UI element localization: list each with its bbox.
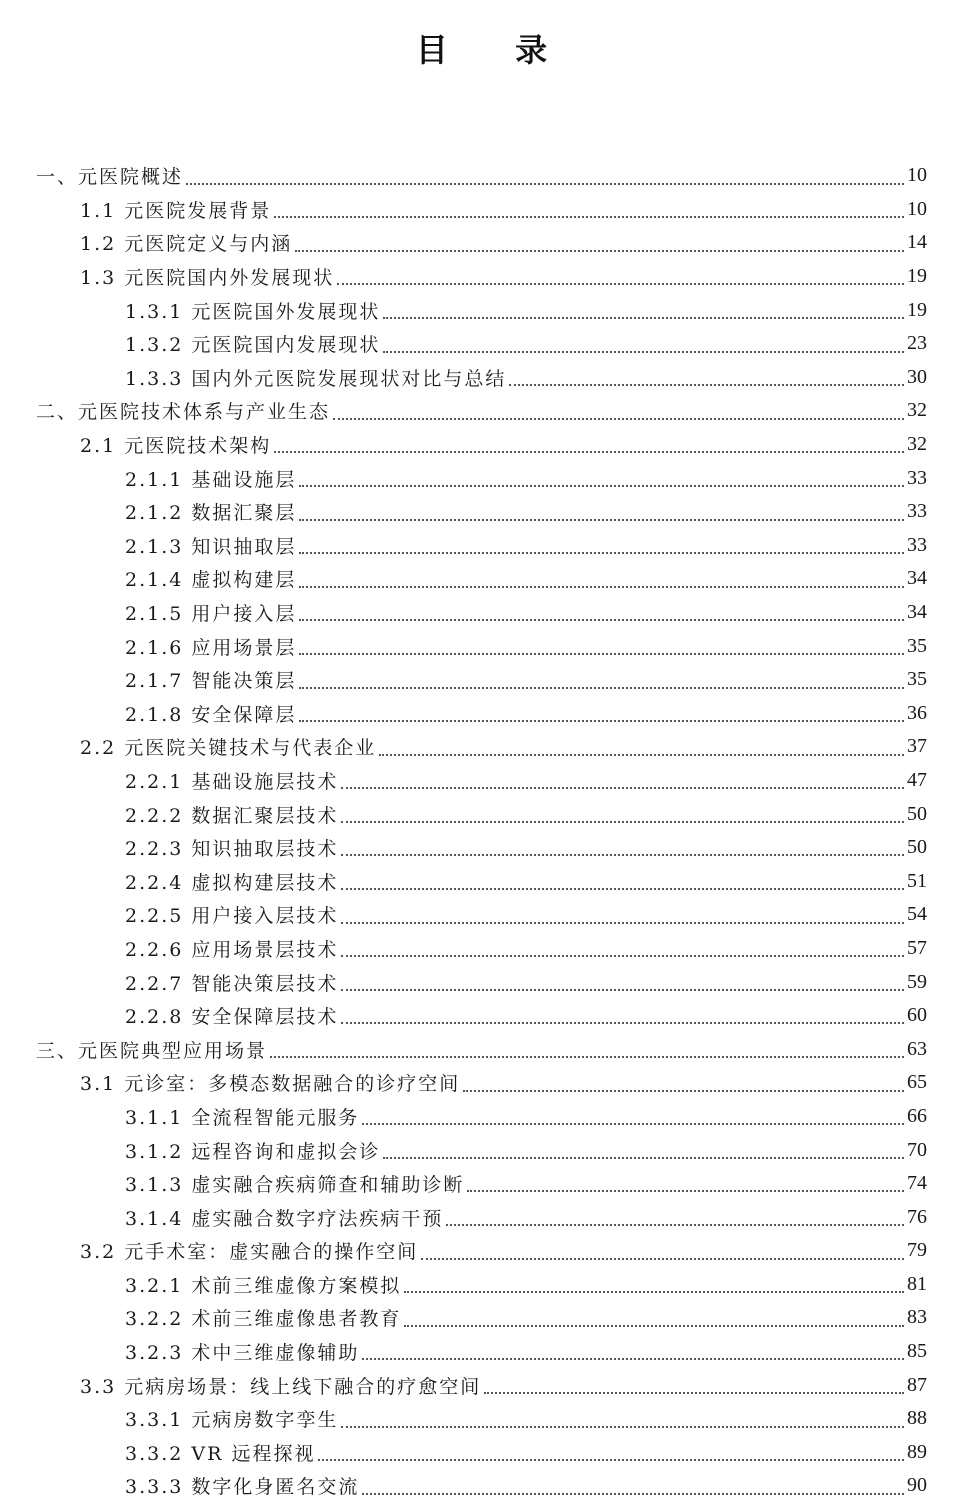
toc-entry-label: 三、元医院典型应用场景 — [36, 1039, 268, 1062]
toc-entry-label: 1.3 元医院国内外发展现状 — [80, 267, 335, 290]
toc-entry-label: 3.1.4 虚实融合数字疗法疾病干预 — [125, 1207, 444, 1230]
toc-dot-leader — [299, 585, 904, 588]
toc-entry-label: 2.1.5 用户接入层 — [125, 603, 297, 626]
toc-entry-label: 2.2.6 应用场景层技术 — [125, 938, 339, 961]
toc-entry-page-number: 23 — [907, 332, 927, 355]
toc-entry[interactable] — [0, 1402, 963, 1436]
toc-dot-leader — [295, 249, 904, 252]
toc-entry-page-number: 32 — [907, 433, 927, 456]
toc-entry[interactable] — [0, 999, 963, 1033]
toc-entry-label: 3.3.1 元病房数字孪生 — [125, 1409, 339, 1432]
toc-entry[interactable] — [0, 495, 963, 529]
toc-entry-label: 1.3.1 元医院国外发展现状 — [125, 300, 381, 323]
toc-entry-page-number: 50 — [907, 836, 927, 859]
toc-entry-page-number: 60 — [907, 1004, 927, 1027]
toc-entry-page-number: 33 — [907, 500, 927, 523]
toc-dot-leader — [270, 1055, 904, 1058]
toc-dot-leader — [463, 1089, 904, 1092]
toc-entry[interactable] — [0, 361, 963, 395]
toc-entry-label: 3.3.2 VR 远程探视 — [125, 1442, 316, 1465]
toc-entry-page-number: 57 — [907, 936, 927, 959]
toc-entry-label: 2.2.2 数据汇聚层技术 — [125, 804, 339, 827]
toc-entry-page-number: 76 — [907, 1205, 927, 1228]
toc-entry-label: 一、元医院概述 — [36, 166, 184, 189]
toc-entry[interactable] — [0, 260, 963, 294]
toc-entry[interactable] — [0, 1469, 963, 1503]
toc-dot-leader — [484, 1391, 904, 1394]
toc-entry-label: 3.2.1 术前三维虚像方案模拟 — [125, 1274, 402, 1297]
toc-entry-page-number: 19 — [907, 265, 927, 288]
toc-entry[interactable] — [0, 932, 963, 966]
toc-dot-leader — [383, 316, 904, 319]
toc-entry-label: 二、元医院技术体系与产业生态 — [36, 401, 331, 424]
toc-entry-label: 1.1 元医院发展背景 — [80, 199, 272, 222]
toc-dot-leader — [341, 887, 904, 890]
toc-entry[interactable] — [0, 428, 963, 462]
toc-entry[interactable] — [0, 663, 963, 697]
toc-entry-page-number: 88 — [907, 1407, 927, 1430]
toc-entry[interactable] — [0, 1066, 963, 1100]
toc-dot-leader — [379, 753, 904, 756]
toc-entry-label: 2.2.1 基础设施层技术 — [125, 770, 339, 793]
toc-entry[interactable] — [0, 764, 963, 798]
toc-entry[interactable] — [0, 697, 963, 731]
toc-dot-leader — [341, 786, 904, 789]
toc-entry-label: 2.1.1 基础设施层 — [125, 468, 297, 491]
toc-entry-page-number: 34 — [907, 601, 927, 624]
toc-entry[interactable] — [0, 1234, 963, 1268]
toc-dot-leader — [341, 921, 904, 924]
toc-dot-leader — [341, 1021, 904, 1024]
toc-entry-label: 3.1 元诊室：多模态数据融合的诊疗空间 — [80, 1073, 461, 1096]
toc-entry-page-number: 34 — [907, 567, 927, 590]
toc-entry[interactable] — [0, 159, 963, 193]
toc-entry-label: 2.1.2 数据汇聚层 — [125, 502, 297, 525]
toc-entry-label: 3.2 元手术室：虚实融合的操作空间 — [80, 1241, 419, 1264]
toc-entry-page-number: 35 — [907, 668, 927, 691]
toc-entry-page-number: 70 — [907, 1138, 927, 1161]
toc-entry-label: 2.2.7 智能决策层技术 — [125, 972, 339, 995]
toc-entry-page-number: 85 — [907, 1340, 927, 1363]
toc-dot-leader — [467, 1189, 904, 1192]
toc-entry[interactable] — [0, 629, 963, 663]
toc-entry-label: 3.3.3 数字化身匿名交流 — [125, 1476, 360, 1499]
toc-entry-page-number: 87 — [907, 1373, 927, 1396]
toc-entry[interactable] — [0, 1301, 963, 1335]
toc-dot-leader — [299, 518, 904, 521]
toc-entry-label: 2.2.5 用户接入层技术 — [125, 905, 339, 928]
toc-entry-page-number: 47 — [907, 768, 927, 791]
toc-dot-leader — [362, 1122, 904, 1125]
toc-dot-leader — [274, 215, 904, 218]
toc-dot-leader — [446, 1223, 904, 1226]
toc-entry[interactable] — [0, 226, 963, 260]
toc-entry-page-number: 65 — [907, 1071, 927, 1094]
toc-entry[interactable] — [0, 596, 963, 630]
toc-dot-leader — [362, 1492, 904, 1495]
toc-dot-leader — [299, 484, 904, 487]
toc-dot-leader — [341, 820, 904, 823]
toc-entry-page-number: 59 — [907, 970, 927, 993]
toc-entry-label: 2.1.6 应用场景层 — [125, 636, 297, 659]
toc-entry-label: 1.3.3 国内外元医院发展现状对比与总结 — [125, 367, 507, 390]
toc-dot-leader — [404, 1290, 904, 1293]
toc-dot-leader — [341, 954, 904, 957]
toc-entry-page-number: 83 — [907, 1306, 927, 1329]
toc-dot-leader — [333, 417, 904, 420]
toc-dot-leader — [299, 618, 904, 621]
toc-entry-label: 2.2.8 安全保障层技术 — [125, 1006, 339, 1029]
toc-entry-page-number: 35 — [907, 634, 927, 657]
toc-entry[interactable] — [0, 461, 963, 495]
toc-entry[interactable] — [0, 1167, 963, 1201]
toc-entry-label: 3.2.2 术前三维虚像患者教育 — [125, 1308, 402, 1331]
toc-entry-page-number: 90 — [907, 1474, 927, 1497]
toc-dot-leader — [362, 1357, 904, 1360]
toc-entry-label: 2.1.4 虚拟构建层 — [125, 569, 297, 592]
toc-entry-label: 3.1.1 全流程智能元服务 — [125, 1106, 360, 1129]
toc-entry-page-number: 79 — [907, 1239, 927, 1262]
toc-entry-page-number: 32 — [907, 399, 927, 422]
table-of-contents — [0, 159, 963, 1503]
toc-dot-leader — [274, 450, 904, 453]
toc-entry[interactable] — [0, 1200, 963, 1234]
toc-entry-label: 2.1.3 知识抽取层 — [125, 535, 297, 558]
toc-dot-leader — [299, 551, 904, 554]
toc-entry-page-number: 66 — [907, 1104, 927, 1127]
toc-entry[interactable] — [0, 394, 963, 428]
toc-entry[interactable] — [0, 1032, 963, 1066]
toc-entry[interactable] — [0, 730, 963, 764]
toc-dot-leader — [318, 1458, 904, 1461]
toc-entry[interactable] — [0, 898, 963, 932]
toc-entry[interactable] — [0, 529, 963, 563]
toc-entry[interactable] — [0, 797, 963, 831]
toc-entry[interactable] — [0, 965, 963, 999]
toc-dot-leader — [383, 1156, 904, 1159]
toc-dot-leader — [509, 383, 904, 386]
toc-dot-leader — [404, 1324, 904, 1327]
toc-entry-page-number: 33 — [907, 466, 927, 489]
toc-entry[interactable] — [0, 327, 963, 361]
toc-entry[interactable] — [0, 1436, 963, 1470]
toc-entry-page-number: 19 — [907, 298, 927, 321]
toc-entry[interactable] — [0, 1133, 963, 1167]
toc-entry-label: 3.1.2 远程咨询和虚拟会诊 — [125, 1140, 381, 1163]
toc-entry-page-number: 63 — [907, 1037, 927, 1060]
toc-entry-page-number: 81 — [907, 1272, 927, 1295]
toc-entry-label: 2.1.8 安全保障层 — [125, 703, 297, 726]
toc-dot-leader — [421, 1257, 904, 1260]
toc-entry-page-number: 10 — [907, 164, 927, 187]
toc-entry-label: 2.2.3 知识抽取层技术 — [125, 838, 339, 861]
toc-entry-page-number: 30 — [907, 365, 927, 388]
toc-entry[interactable] — [0, 193, 963, 227]
toc-entry-label: 2.2 元医院关键技术与代表企业 — [80, 737, 377, 760]
toc-entry-page-number: 51 — [907, 869, 927, 892]
toc-entry-label: 2.1.7 智能决策层 — [125, 670, 297, 693]
toc-dot-leader — [186, 182, 904, 185]
toc-dot-leader — [299, 686, 904, 689]
toc-entry-label: 2.1 元医院技术架构 — [80, 435, 272, 458]
toc-entry-label: 3.3 元病房场景：线上线下融合的疗愈空间 — [80, 1375, 482, 1398]
toc-entry-label: 1.2 元医院定义与内涵 — [80, 233, 293, 256]
toc-entry[interactable] — [0, 1268, 963, 1302]
toc-dot-leader — [383, 350, 904, 353]
toc-entry[interactable] — [0, 293, 963, 327]
toc-entry-page-number: 36 — [907, 701, 927, 724]
toc-entry[interactable] — [0, 562, 963, 596]
toc-dot-leader — [299, 652, 904, 655]
toc-entry-page-number: 54 — [907, 903, 927, 926]
toc-entry-page-number: 37 — [907, 735, 927, 758]
toc-entry-page-number: 10 — [907, 197, 927, 220]
toc-entry[interactable] — [0, 1100, 963, 1134]
toc-entry-page-number: 50 — [907, 802, 927, 825]
toc-dot-leader — [341, 853, 904, 856]
toc-entry-label: 1.3.2 元医院国内发展现状 — [125, 334, 381, 357]
page-title: 目 录 — [415, 31, 576, 69]
toc-entry-page-number: 74 — [907, 1172, 927, 1195]
toc-entry-label: 3.2.3 术中三维虚像辅助 — [125, 1342, 360, 1365]
toc-dot-leader — [299, 719, 904, 722]
toc-entry[interactable] — [0, 831, 963, 865]
toc-dot-leader — [341, 988, 904, 991]
toc-entry[interactable] — [0, 1368, 963, 1402]
toc-dot-leader — [337, 282, 904, 285]
toc-entry[interactable] — [0, 1335, 963, 1369]
toc-entry[interactable] — [0, 864, 963, 898]
toc-entry-page-number: 33 — [907, 533, 927, 556]
toc-entry-page-number: 14 — [907, 231, 927, 254]
toc-entry-label: 3.1.3 虚实融合疾病筛查和辅助诊断 — [125, 1174, 465, 1197]
toc-entry-label: 2.2.4 虚拟构建层技术 — [125, 871, 339, 894]
toc-entry-page-number: 89 — [907, 1440, 927, 1463]
toc-dot-leader — [341, 1425, 904, 1428]
